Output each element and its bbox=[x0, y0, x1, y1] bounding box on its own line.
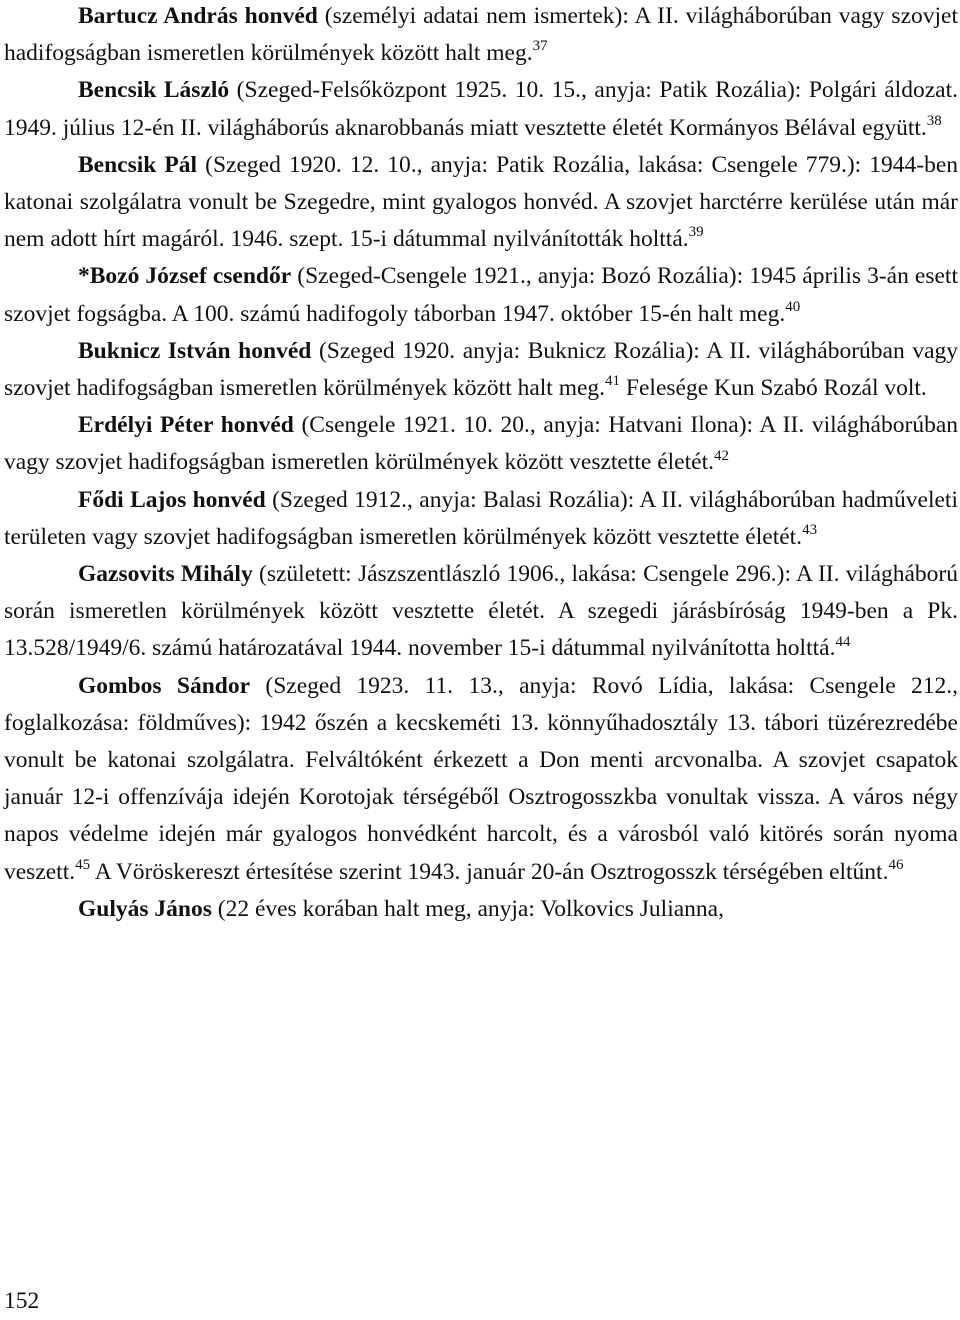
entry-name: Gazsovits Mihály bbox=[78, 561, 253, 588]
entry-bencsik-laszlo bbox=[4, 72, 958, 146]
entry-gombos-sandor bbox=[4, 668, 958, 891]
footnote-ref: 46 bbox=[888, 856, 904, 873]
entry-text: (Szeged-Csengele 1921., anyja: Bozó Rozália): 1945 április 3-án esett szovjet fogságba. A 100. számú hadifogoly táborban 1947. október 15-én halt meg. bbox=[4, 263, 958, 327]
entry-text-after: Felesége Kun Szabó Rozál volt. bbox=[620, 375, 927, 402]
entry-name: *Bozó József csendőr bbox=[78, 263, 292, 290]
entry-text-after: A Vöröskereszt értesítése szerint 1943. január 20-án Osztrogosszk térségében eltűnt. bbox=[90, 858, 889, 885]
entry-name: Bartucz András honvéd bbox=[78, 3, 318, 29]
entry-text: (Szeged 1923. 11. 13., anyja: Rovó Lídia, lakása: Csengele 212., foglalkozása: földműves): 1942 őszén a kecskeméti 13. könnyűhadosztály 13. tábori tüzérezredébe vonult be katonai szolgálatra. Felváltóként érkezett a Don menti arcvonalba. A szovjet csapatok január 12-i offenzívája idején Korotojak térségéből Osztrogosszkba vonultak vissza. A város négy napos védelme idején már gyalogos honvédként harcolt, és a városból való kitörés során nyoma veszett. bbox=[4, 672, 958, 885]
entry-buknicz-istvan bbox=[4, 333, 958, 407]
entry-bencsik-pal bbox=[4, 147, 958, 259]
footnote-ref: 38 bbox=[926, 112, 942, 129]
entry-text: (Csengele 1921. 10. 20., anyja: Hatvani Ilona): A II. világháborúban vagy szovjet hadifogságban ismeretlen körülmények között vesztette életét. bbox=[4, 412, 958, 476]
footnote-ref: 40 bbox=[785, 298, 801, 315]
entry-text: (22 éves korában halt meg, anyja: Volkovics Julianna, bbox=[211, 895, 724, 922]
entry-text: (Szeged 1920. anyja: Buknicz Rozália): A II. világháborúban vagy szovjet hadifogságban ismeretlen körülmények között halt meg. bbox=[4, 337, 958, 402]
entry-name: Bencsik László bbox=[78, 77, 230, 104]
entry-text: (Szeged-Felsőközpont 1925. 10. 15., anyja: Patik Rozália): Polgári áldozat. 1949. július 12-én II. világháborús aknarobbanás miatt vesztette életét Kormányos Bélával együtt. bbox=[4, 77, 958, 141]
entry-name: Gombos Sándor bbox=[78, 672, 251, 699]
entry-text: (Szeged 1920. 12. 10., anyja: Patik Rozália, lakása: Csengele 779.): 1944-ben katonai szolgálatra vonult be Szegedre, mint gyalogos honvéd. A szovjet harctérre kerülése után már nem adott hírt magáról. 1946. szept. 15-i dátummal nyilvánították holttá. bbox=[4, 151, 959, 253]
entry-name: Erdélyi Péter honvéd bbox=[78, 412, 294, 439]
footnote-ref: 42 bbox=[713, 447, 729, 464]
footnote-ref: 43 bbox=[802, 522, 818, 539]
footnote-ref: 44 bbox=[835, 633, 851, 650]
entry-text: (Szeged 1912., anyja: Balasi Rozália): A II. világháborúban hadműveleti területen vagy szovjet hadifogságban ismeretlen körülmények között vesztette életét. bbox=[4, 486, 958, 550]
entry-erdelyi-peter bbox=[4, 407, 958, 481]
footnote-ref: 45 bbox=[75, 856, 91, 873]
entry-fodi-lajos bbox=[4, 482, 958, 556]
page-body bbox=[4, 0, 958, 928]
entry-bozo-jozsef bbox=[4, 258, 958, 332]
entry-gulyas-janos bbox=[4, 891, 958, 928]
entry-name: Buknicz István honvéd bbox=[78, 337, 312, 364]
entry-gazsovits-mihaly bbox=[4, 556, 958, 668]
footnote-ref: 37 bbox=[532, 38, 548, 55]
entry-name: Fődi Lajos honvéd bbox=[78, 486, 266, 513]
entry-text: (született: Jászszentlászló 1906., lakása: Csengele 296.): A II. világháború során ismeretlen körülmények között vesztette életét. A szegedi járásbíróság 1949-ben a Pk. 13.528/1949/6. számú határozatával 1944. november 15-i dátummal nyilvánította holttá. bbox=[4, 561, 959, 662]
page-number: 152 bbox=[4, 1288, 40, 1314]
entry-name: Bencsik Pál bbox=[78, 151, 198, 178]
entry-name: Gulyás János bbox=[78, 895, 212, 922]
footnote-ref: 41 bbox=[605, 373, 621, 390]
entry-text: (személyi adatai nem ismertek): A II. világháborúban vagy szovjet hadifogságban ismeretlen körülmények között halt meg. bbox=[4, 3, 959, 67]
footnote-ref: 39 bbox=[688, 224, 704, 241]
entry-bartucz bbox=[4, 0, 958, 72]
